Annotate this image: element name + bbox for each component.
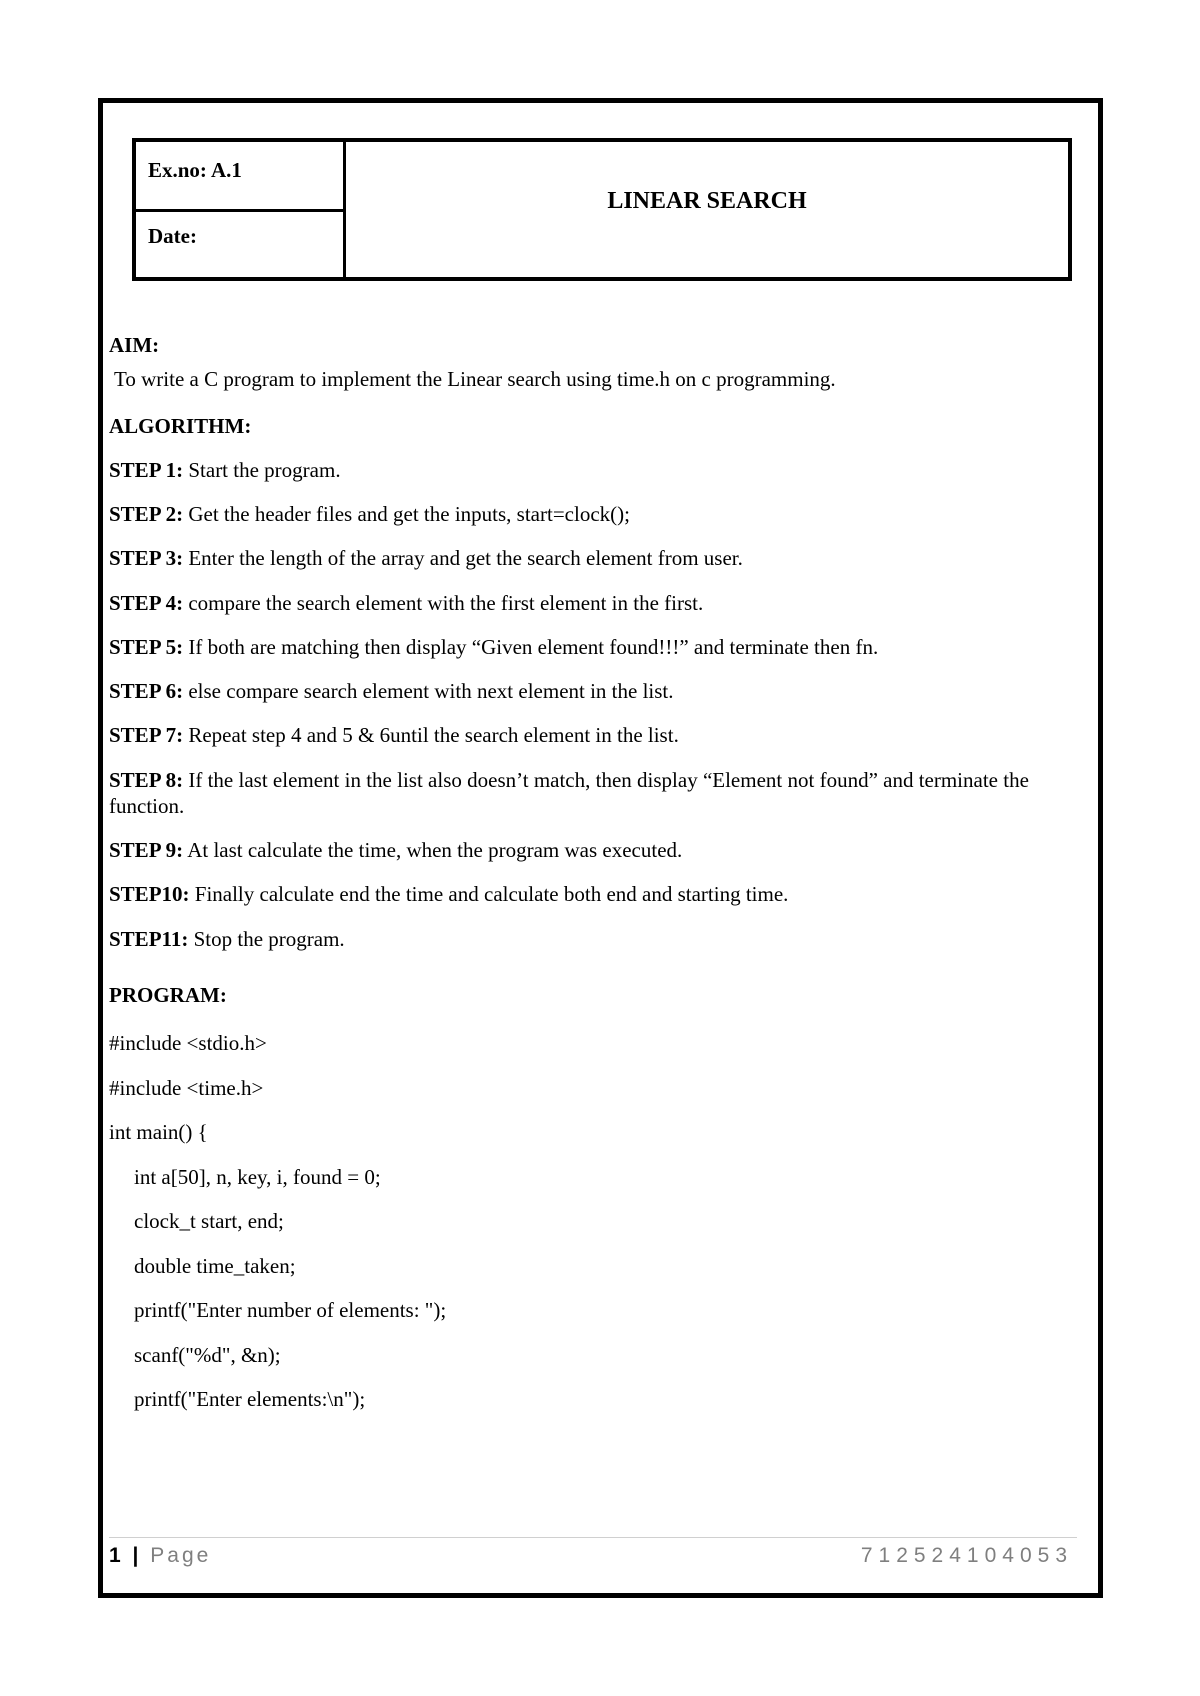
step-text: Start the program. bbox=[183, 457, 341, 482]
step-text: else compare search element with next element in the list. bbox=[183, 679, 674, 703]
step-label: STEP 5: bbox=[109, 634, 184, 659]
step-label: STEP10: bbox=[109, 882, 190, 907]
header-table bbox=[132, 138, 1072, 281]
footer-divider bbox=[109, 1537, 1077, 1538]
step-text: Stop the program. bbox=[188, 926, 345, 951]
step-label: STEP 4: bbox=[109, 590, 184, 615]
algorithm-step bbox=[109, 678, 1054, 704]
header-left-column bbox=[136, 142, 346, 277]
code-line: int main() { bbox=[109, 1120, 208, 1144]
step-label: STEP 6: bbox=[109, 679, 184, 703]
step-text: At last calculate the time, when the program was executed. bbox=[183, 838, 683, 862]
code-line: clock_t start, end; bbox=[134, 1209, 284, 1233]
exno-label: Ex.no: A.1 bbox=[148, 158, 242, 182]
code-line: scanf("%d", &n); bbox=[134, 1342, 281, 1367]
algorithm-step bbox=[109, 545, 1054, 571]
step-text: Repeat step 4 and 5 & 6until the search element in the list. bbox=[183, 723, 679, 748]
date-label: Date: bbox=[148, 224, 197, 248]
step-text: If the last element in the list also doesn’t match, then display “Element not found” and terminate the function. bbox=[109, 767, 1029, 818]
algorithm-step bbox=[109, 590, 1054, 616]
step-label: STEP 9: bbox=[109, 838, 184, 862]
algorithm-step bbox=[109, 634, 1054, 660]
register-number: 712524104053 bbox=[860, 1544, 1073, 1567]
document-content bbox=[109, 332, 1069, 1431]
step-text: Enter the length of the array and get the search element from user. bbox=[183, 546, 743, 571]
aim-text: To write a C program to implement the Linear search using time.h on c programming. bbox=[114, 367, 836, 392]
page-label: Page bbox=[150, 1544, 212, 1567]
algorithm-step bbox=[109, 881, 1054, 907]
program-heading: PROGRAM: bbox=[109, 982, 227, 1007]
page-number: 1 bbox=[109, 1544, 124, 1567]
code-line: #include <stdio.h> bbox=[109, 1031, 267, 1055]
code-block bbox=[109, 1030, 1069, 1431]
algorithm-step bbox=[109, 501, 1054, 527]
algorithm-step bbox=[109, 837, 1054, 863]
code-line: int a[50], n, key, i, found = 0; bbox=[134, 1164, 381, 1189]
exno-cell bbox=[136, 142, 343, 212]
step-label: STEP 1: bbox=[109, 457, 184, 482]
algorithm-step bbox=[109, 767, 1054, 820]
code-line: double time_taken; bbox=[134, 1253, 296, 1278]
step-label: STEP 8: bbox=[109, 767, 184, 792]
step-text: compare the search element with the first element in the first. bbox=[183, 590, 704, 615]
step-text: If both are matching then display “Given element found!!!” and terminate then fn. bbox=[183, 634, 879, 659]
step-label: STEP 3: bbox=[109, 546, 184, 571]
code-line: printf("Enter number of elements: "); bbox=[134, 1298, 447, 1322]
algorithm-step bbox=[109, 457, 1054, 483]
date-cell bbox=[136, 212, 343, 277]
document-title: LINEAR SEARCH bbox=[607, 188, 807, 214]
step-text: Get the header files and get the inputs, start=clock(); bbox=[183, 502, 630, 526]
footer-separator: | bbox=[132, 1544, 142, 1567]
aim-heading: AIM: bbox=[109, 333, 160, 357]
step-label: STEP11: bbox=[109, 926, 189, 951]
algorithm-step bbox=[109, 722, 1054, 748]
code-line: printf("Enter elements:\n"); bbox=[134, 1387, 366, 1411]
step-label: STEP 2: bbox=[109, 502, 184, 526]
footer-page-indicator bbox=[109, 1544, 211, 1568]
algorithm-heading: ALGORITHM: bbox=[109, 413, 252, 438]
step-label: STEP 7: bbox=[109, 723, 184, 748]
step-text: Finally calculate end the time and calculate both end and starting time. bbox=[189, 882, 789, 907]
algorithm-step bbox=[109, 926, 1054, 952]
code-line: #include <time.h> bbox=[109, 1075, 264, 1100]
